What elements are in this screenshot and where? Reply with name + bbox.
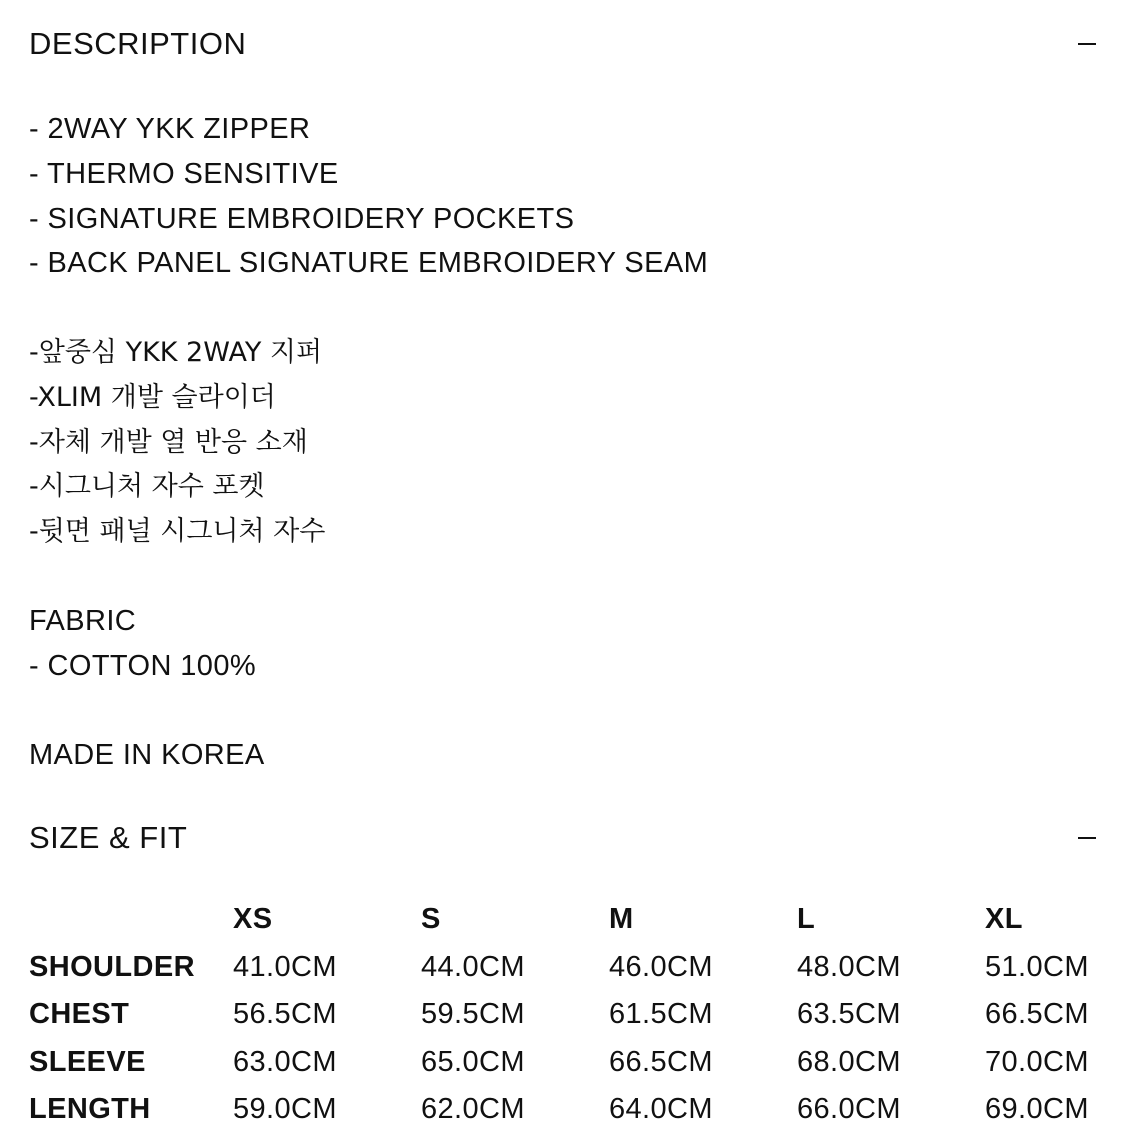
table-cell: 66.5CM — [985, 998, 1089, 1031]
table-cell: 59.5CM — [421, 998, 525, 1031]
list-item: - SIGNATURE EMBROIDERY POCKETS — [29, 202, 575, 235]
table-cell: 63.5CM — [797, 998, 901, 1031]
table-cell: 66.0CM — [797, 1093, 901, 1126]
size-header-cell: S — [421, 903, 441, 936]
table-row — [29, 991, 1109, 1039]
table-cell: 61.5CM — [609, 998, 713, 1031]
collapse-size-fit-minus-icon[interactable] — [1078, 829, 1096, 847]
table-cell: 51.0CM — [985, 950, 1089, 983]
table-cell: 69.0CM — [985, 1093, 1089, 1126]
list-item: - THERMO SENSITIVE — [29, 157, 339, 190]
size-fit-title: SIZE & FIT — [29, 820, 188, 855]
table-cell: 62.0CM — [421, 1093, 525, 1126]
table-cell: 46.0CM — [609, 950, 713, 983]
description-title: DESCRIPTION — [29, 26, 247, 61]
list-item: -앞중심 YKK 2WAY 지퍼 — [29, 337, 323, 368]
features-kr-list — [29, 331, 325, 555]
row-label: CHEST — [29, 998, 130, 1031]
table-row — [29, 1039, 1109, 1087]
table-cell: 56.5CM — [233, 998, 337, 1031]
table-cell: 64.0CM — [609, 1093, 713, 1126]
features-en-list — [29, 107, 708, 286]
table-cell: 63.0CM — [233, 1045, 337, 1078]
table-cell: 70.0CM — [985, 1045, 1089, 1078]
origin-text: MADE IN KOREA — [29, 739, 265, 771]
empty-header-cell — [29, 896, 233, 944]
list-item: -시그니처 자수 포켓 — [29, 471, 265, 503]
size-table — [29, 896, 1109, 1134]
list-item: -XLIM 개발 슬라이더 — [29, 381, 276, 413]
table-cell: 41.0CM — [233, 950, 337, 983]
fabric-label: FABRIC — [29, 605, 137, 637]
table-row — [29, 944, 1109, 992]
collapse-description-minus-icon[interactable] — [1078, 35, 1096, 53]
row-label: SLEEVE — [29, 1045, 146, 1078]
table-cell: 65.0CM — [421, 1045, 525, 1078]
list-item: - 2WAY YKK ZIPPER — [29, 113, 311, 145]
size-header-cell: M — [609, 903, 634, 936]
size-fit-header[interactable] — [29, 818, 1096, 858]
table-row — [29, 1086, 1109, 1134]
list-item: -뒷면 패널 시그니처 자수 — [29, 516, 326, 548]
table-cell: 68.0CM — [797, 1045, 901, 1078]
row-label: LENGTH — [29, 1093, 151, 1126]
size-header-cell: L — [797, 903, 816, 936]
table-cell: 59.0CM — [233, 1093, 337, 1126]
table-cell: 44.0CM — [421, 950, 525, 983]
description-header[interactable] — [29, 24, 1096, 64]
size-header-cell: XS — [233, 903, 273, 936]
table-cell: 48.0CM — [797, 950, 901, 983]
size-header-cell: XL — [985, 903, 1023, 936]
list-item: -자체 개발 열 반응 소재 — [29, 426, 308, 458]
size-header-row — [29, 896, 1109, 944]
fabric-value: - COTTON 100% — [29, 650, 257, 682]
row-label: SHOULDER — [29, 950, 195, 983]
list-item: - BACK PANEL SIGNATURE EMBROIDERY SEAM — [29, 247, 709, 280]
table-cell: 66.5CM — [609, 1045, 713, 1078]
